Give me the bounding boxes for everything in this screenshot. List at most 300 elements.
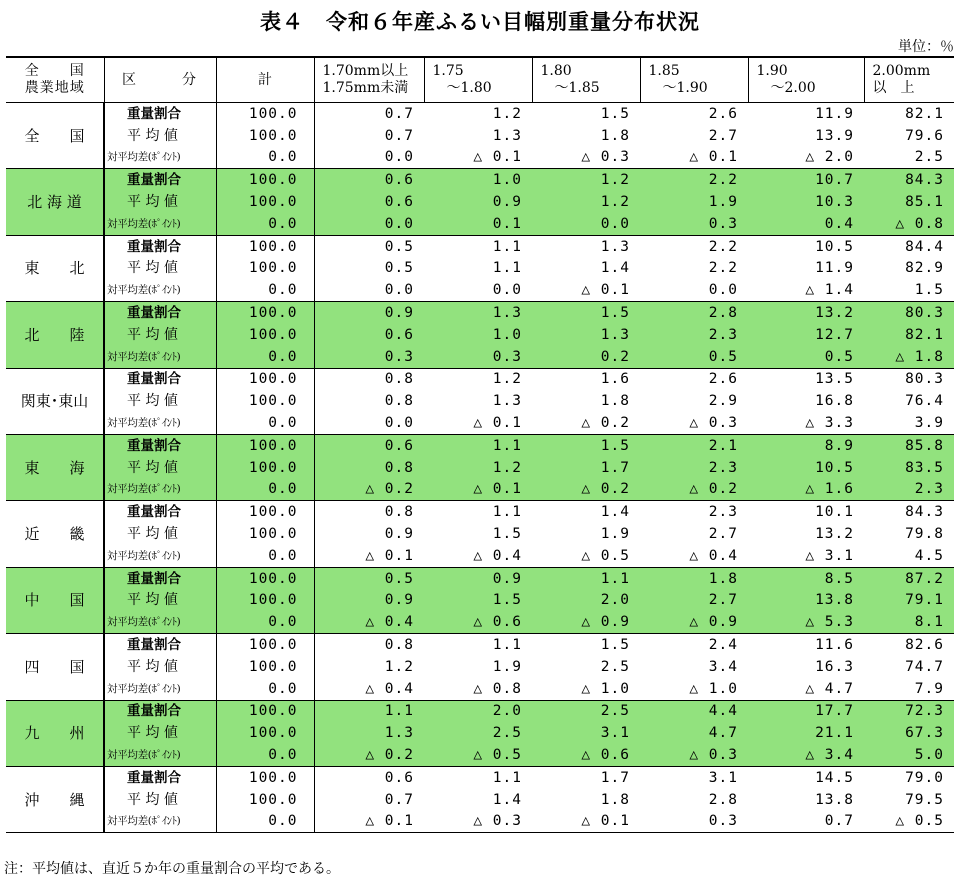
table-cell: △ 1.4: [805, 282, 854, 299]
table-cell: 1.0: [424, 324, 532, 346]
table-cell: 100.0: [216, 656, 314, 678]
table-cell: △ 1.0: [581, 680, 630, 697]
table-cell: △ 0.4: [689, 547, 738, 564]
table-row: [6, 103, 954, 125]
table-cell: 1.1: [492, 637, 522, 654]
table-cell: △ 0.1: [424, 479, 532, 501]
table-cell: 0.4: [748, 213, 864, 235]
table-cell: 82.9: [905, 260, 944, 277]
table-cell: 2.0: [532, 590, 640, 612]
table-cell: 1.5: [532, 302, 640, 324]
table-cell: 1.7: [532, 457, 640, 479]
unit-label: 単位：％: [898, 39, 954, 55]
table-cell: 1.1: [532, 567, 640, 589]
table-cell: 0.6: [314, 169, 424, 191]
header-col-1: [314, 57, 424, 103]
row-label: 重量割合: [104, 634, 216, 656]
table-cell: 1.5: [532, 434, 640, 456]
table-cell: 1.9: [600, 526, 630, 543]
row-label: 重量割合: [104, 700, 216, 722]
table-row: [6, 169, 954, 191]
row-label: 重量割合: [104, 368, 216, 390]
table-cell: 0.1: [424, 213, 532, 235]
table-cell: 1.8: [600, 791, 630, 808]
table-cell: 1.3: [532, 324, 640, 346]
header-col-2-line1: 1.75: [432, 63, 464, 79]
table-cell: △ 0.3: [640, 744, 748, 766]
row-label: 重量割合: [104, 103, 216, 125]
table-cell: 0.3: [640, 213, 748, 235]
table-cell: △ 0.6: [424, 611, 532, 633]
region-group: [6, 368, 954, 434]
table-cell: 0.3: [424, 346, 532, 368]
region-name: 北 陸: [6, 302, 104, 368]
table-cell: 4.7: [640, 722, 748, 744]
table-cell: 79.8: [905, 526, 944, 543]
table-cell: 1.5: [424, 590, 532, 612]
row-label: 対平均差(ﾎﾟｲﾝﾄ): [104, 811, 216, 833]
table-cell: 2.8: [708, 791, 738, 808]
region-name: 九 州: [6, 700, 104, 766]
row-label: 平 均 値: [104, 324, 216, 346]
header-col-5-line2: ～2.00: [756, 80, 816, 96]
table-cell: 0.0: [384, 149, 414, 166]
table-row: [6, 678, 954, 700]
table-cell: 14.5: [815, 769, 854, 786]
table-cell: 84.3: [864, 169, 954, 191]
table-cell: 2.1: [640, 434, 748, 456]
table-cell: 0.0: [216, 678, 314, 700]
table-cell: 0.7: [824, 813, 854, 830]
table-row: [6, 656, 954, 678]
table-cell: 87.2: [864, 567, 954, 589]
table-row: [6, 567, 954, 589]
table-cell: △ 2.0: [805, 149, 854, 166]
table-cell: △ 0.2: [314, 744, 424, 766]
table-cell: △ 0.1: [689, 149, 738, 166]
table-cell: △ 1.6: [748, 479, 864, 501]
table-cell: 1.8: [600, 127, 630, 144]
table-cell: 10.5: [815, 238, 854, 255]
table-cell: 100.0: [216, 169, 314, 191]
table-cell: 0.0: [216, 279, 314, 301]
table-cell: △ 0.3: [473, 813, 522, 830]
table-cell: 1.1: [314, 700, 424, 722]
table-cell: △ 1.8: [864, 346, 954, 368]
row-label: 対平均差(ﾎﾟｲﾝﾄ): [104, 213, 216, 235]
table-row: [6, 611, 954, 633]
table-cell: 1.5: [914, 282, 944, 299]
header-region-line2: 農業地域: [24, 80, 85, 96]
table-cell: 0.0: [314, 213, 424, 235]
row-label: 対平均差(ﾎﾟｲﾝﾄ): [104, 346, 216, 368]
table-row: [6, 346, 954, 368]
table-cell: 100.0: [216, 766, 314, 788]
table-cell: 1.0: [424, 169, 532, 191]
row-label: 平 均 値: [104, 258, 216, 280]
row-label: 重量割合: [104, 501, 216, 523]
header-col-6-line2: 以 上: [872, 80, 915, 96]
table-cell: 0.0: [216, 147, 314, 169]
table-cell: 100.0: [216, 457, 314, 479]
table-cell: 80.3: [864, 302, 954, 324]
table-cell: 100.0: [216, 501, 314, 523]
table-cell: 82.1: [864, 324, 954, 346]
table-cell: 0.9: [314, 590, 424, 612]
table-cell: △ 0.9: [640, 611, 748, 633]
table-row: [6, 412, 954, 434]
table-cell: 5.0: [864, 744, 954, 766]
table-cell: 1.8: [600, 393, 630, 410]
header-col-6: [864, 57, 954, 103]
table-cell: 16.8: [815, 393, 854, 410]
table-cell: 10.3: [748, 191, 864, 213]
region-group: [6, 434, 954, 500]
table-cell: △ 0.5: [895, 813, 944, 830]
table-cell: 0.0: [216, 346, 314, 368]
table-row: [6, 235, 954, 257]
header-col-4-line1: 1.85: [648, 63, 680, 79]
header-col-1-line2: 1.75mm未満: [322, 80, 409, 96]
region-name: 東 北: [6, 235, 104, 301]
table-cell: 1.2: [424, 457, 532, 479]
table-row: [6, 523, 954, 545]
table-cell: △ 0.4: [314, 611, 424, 633]
table-row: [6, 634, 954, 656]
table-cell: 100.0: [216, 590, 314, 612]
table-row: [6, 744, 954, 766]
row-label: 平 均 値: [104, 457, 216, 479]
table-cell: 2.2: [708, 238, 738, 255]
table-cell: 0.5: [640, 346, 748, 368]
row-label: 対平均差(ﾎﾟｲﾝﾄ): [104, 678, 216, 700]
table-cell: △ 0.2: [314, 479, 424, 501]
table-cell: 100.0: [216, 103, 314, 125]
table-cell: 2.5: [424, 722, 532, 744]
table-row: [6, 368, 954, 390]
table-cell: △ 0.2: [532, 479, 640, 501]
table-cell: 13.5: [815, 371, 854, 388]
table-cell: 84.4: [905, 238, 944, 255]
table-cell: 3.4: [708, 658, 738, 675]
table-cell: 2.9: [708, 393, 738, 410]
table-cell: 7.9: [914, 680, 944, 697]
header-kubun: 区 分: [104, 57, 216, 103]
table-row: [6, 501, 954, 523]
table-cell: 0.0: [216, 811, 314, 833]
row-label: 平 均 値: [104, 722, 216, 744]
table-cell: 1.1: [492, 238, 522, 255]
region-group: [6, 103, 954, 169]
row-label: 対平均差(ﾎﾟｲﾝﾄ): [104, 147, 216, 169]
table-cell: 2.3: [640, 457, 748, 479]
table-cell: 79.6: [905, 127, 944, 144]
table-cell: 10.7: [748, 169, 864, 191]
table-cell: 10.1: [815, 504, 854, 521]
table-cell: △ 0.3: [689, 415, 738, 432]
table-cell: 100.0: [216, 634, 314, 656]
table-cell: 1.4: [600, 260, 630, 277]
table-cell: 0.5: [384, 238, 414, 255]
table-cell: 13.8: [748, 590, 864, 612]
table-cell: △ 0.4: [365, 680, 414, 697]
header-region-line1: 全 国: [24, 63, 85, 79]
row-label: 重量割合: [104, 766, 216, 788]
table-cell: 0.0: [216, 744, 314, 766]
header-total: 計: [216, 57, 314, 103]
table-row: [6, 324, 954, 346]
table-cell: 100.0: [216, 368, 314, 390]
table-cell: 8.1: [864, 611, 954, 633]
table-cell: △ 0.8: [473, 680, 522, 697]
table-cell: △ 1.0: [689, 680, 738, 697]
row-label: 重量割合: [104, 434, 216, 456]
table-row: [6, 258, 954, 280]
table-title: 表４ 令和６年産ふるい目幅別重量分布状況: [260, 10, 700, 34]
table-cell: 1.3: [492, 393, 522, 410]
table-cell: 8.5: [748, 567, 864, 589]
region-group: [6, 501, 954, 567]
table-cell: 1.1: [424, 434, 532, 456]
table-cell: 0.0: [216, 213, 314, 235]
region-group: [6, 169, 954, 235]
table-cell: △ 0.1: [581, 813, 630, 830]
table-row: [6, 766, 954, 788]
table-cell: 1.2: [532, 191, 640, 213]
table-cell: 0.0: [216, 611, 314, 633]
table-cell: 1.3: [600, 238, 630, 255]
table-cell: △ 5.3: [748, 611, 864, 633]
row-label: 重量割合: [104, 567, 216, 589]
region-name: 中 国: [6, 567, 104, 633]
region-group: [6, 766, 954, 832]
table-cell: △ 0.1: [581, 282, 630, 299]
table-cell: 84.3: [905, 504, 944, 521]
header-col-1-line1: 1.70mm以上: [322, 63, 409, 79]
table-cell: 1.5: [492, 526, 522, 543]
table-cell: 0.3: [708, 813, 738, 830]
table-cell: 1.9: [640, 191, 748, 213]
table-cell: 100.0: [216, 258, 314, 280]
table-cell: 0.8: [384, 504, 414, 521]
table-cell: △ 0.2: [581, 415, 630, 432]
table-header: [6, 57, 954, 103]
table-row: [6, 191, 954, 213]
region-name: 北 海 道: [6, 169, 104, 235]
table-cell: 1.1: [492, 769, 522, 786]
table-cell: 1.3: [424, 302, 532, 324]
table-cell: 1.6: [600, 371, 630, 388]
table-cell: 0.8: [384, 637, 414, 654]
table-cell: △ 0.1: [365, 813, 414, 830]
table-cell: 4.4: [640, 700, 748, 722]
row-label: 対平均差(ﾎﾟｲﾝﾄ): [104, 545, 216, 567]
header-col-3-line1: 1.80: [540, 63, 572, 79]
table-row: [6, 700, 954, 722]
table-cell: 1.5: [600, 637, 630, 654]
table-cell: 1.2: [384, 658, 414, 675]
table-cell: 1.2: [532, 169, 640, 191]
table-cell: 2.7: [708, 526, 738, 543]
row-label: 平 均 値: [104, 789, 216, 811]
table-cell: 2.5: [600, 658, 630, 675]
table-cell: △ 0.3: [581, 149, 630, 166]
table-row: [6, 147, 954, 169]
table-row: [6, 213, 954, 235]
row-label: 平 均 値: [104, 390, 216, 412]
row-label: 重量割合: [104, 169, 216, 191]
table-cell: 13.9: [815, 127, 854, 144]
table-cell: 2.2: [640, 169, 748, 191]
table-cell: 11.6: [815, 637, 854, 654]
table-cell: 1.9: [492, 658, 522, 675]
table-cell: 1.1: [492, 260, 522, 277]
table-cell: 2.8: [640, 302, 748, 324]
table-cell: △ 0.1: [473, 149, 522, 166]
table-row: [6, 279, 954, 301]
table-cell: 0.0: [708, 282, 738, 299]
row-label: 重量割合: [104, 235, 216, 257]
table-cell: 0.7: [384, 127, 414, 144]
footnote: 注：平均値は、直近５か年の重量割合の平均である。: [4, 861, 340, 877]
region-group: [6, 567, 954, 633]
table-cell: 0.0: [216, 545, 314, 567]
header-col-4: [640, 57, 748, 103]
table-cell: 0.0: [216, 479, 314, 501]
table-cell: 0.3: [314, 346, 424, 368]
row-label: 重量割合: [104, 302, 216, 324]
table-cell: 4.5: [914, 547, 944, 564]
table-cell: 3.1: [532, 722, 640, 744]
table-cell: 100.0: [216, 390, 314, 412]
table-cell: △ 4.7: [805, 680, 854, 697]
table-cell: 3.1: [708, 769, 738, 786]
row-label: 対平均差(ﾎﾟｲﾝﾄ): [104, 611, 216, 633]
table-cell: 100.0: [216, 191, 314, 213]
table-cell: 82.6: [905, 637, 944, 654]
table-cell: 2.5: [914, 149, 944, 166]
region-name: 東 海: [6, 434, 104, 500]
table-cell: 2.3: [708, 504, 738, 521]
table-cell: 0.6: [314, 191, 424, 213]
table-cell: 0.9: [384, 526, 414, 543]
header-col-5-line1: 1.90: [756, 63, 788, 79]
table-cell: 2.7: [640, 590, 748, 612]
table-cell: 0.0: [216, 412, 314, 434]
table-cell: 1.4: [492, 791, 522, 808]
table-cell: 1.3: [492, 127, 522, 144]
table-cell: △ 3.4: [748, 744, 864, 766]
table-cell: 100.0: [216, 722, 314, 744]
table-cell: 11.9: [815, 260, 854, 277]
header-col-5: [748, 57, 864, 103]
table-cell: 76.4: [905, 393, 944, 410]
row-label: 平 均 値: [104, 590, 216, 612]
table-cell: 13.2: [815, 526, 854, 543]
table-cell: △ 0.5: [581, 547, 630, 564]
table-cell: 17.7: [748, 700, 864, 722]
table-cell: 0.9: [424, 191, 532, 213]
region-group: [6, 700, 954, 766]
table-cell: 82.1: [905, 105, 944, 122]
table-row: [6, 434, 954, 456]
table-cell: △ 0.1: [365, 547, 414, 564]
table-row: [6, 545, 954, 567]
table-cell: △ 0.4: [473, 547, 522, 564]
table-row: [6, 789, 954, 811]
table-cell: 67.3: [864, 722, 954, 744]
region-group: [6, 235, 954, 301]
table-cell: 2.3: [864, 479, 954, 501]
row-label: 平 均 値: [104, 523, 216, 545]
row-label: 対平均差(ﾎﾟｲﾝﾄ): [104, 279, 216, 301]
region-name: 関東･東山: [6, 368, 104, 434]
table-cell: 85.1: [864, 191, 954, 213]
row-label: 対平均差(ﾎﾟｲﾝﾄ): [104, 479, 216, 501]
table-cell: 2.0: [424, 700, 532, 722]
table-cell: 16.3: [815, 658, 854, 675]
table-cell: 1.3: [314, 722, 424, 744]
table-cell: 79.0: [905, 769, 944, 786]
table-cell: 79.5: [905, 791, 944, 808]
table-cell: 2.6: [708, 371, 738, 388]
table-cell: 12.7: [748, 324, 864, 346]
table-row: [6, 590, 954, 612]
table-row: [6, 302, 954, 324]
table-cell: 100.0: [216, 789, 314, 811]
table-cell: 0.5: [748, 346, 864, 368]
region-name: 近 畿: [6, 501, 104, 567]
region-group: [6, 302, 954, 368]
row-label: 対平均差(ﾎﾟｲﾝﾄ): [104, 744, 216, 766]
table-cell: 1.2: [492, 371, 522, 388]
table-cell: 0.8: [384, 371, 414, 388]
table-cell: 10.5: [748, 457, 864, 479]
table-cell: △ 0.2: [640, 479, 748, 501]
table-cell: 8.9: [748, 434, 864, 456]
table-cell: 0.7: [384, 105, 414, 122]
table-cell: 0.0: [384, 282, 414, 299]
table-cell: 72.3: [864, 700, 954, 722]
table-row: [6, 457, 954, 479]
table-cell: 1.1: [492, 504, 522, 521]
header-col-2-line2: ～1.80: [432, 80, 492, 96]
table-cell: 0.6: [314, 324, 424, 346]
table-cell: △ 0.6: [532, 744, 640, 766]
table-cell: △ 3.1: [805, 547, 854, 564]
table-row: [6, 811, 954, 833]
table-cell: 85.8: [864, 434, 954, 456]
table-cell: 2.7: [708, 127, 738, 144]
table-cell: 0.6: [384, 769, 414, 786]
table-cell: △ 0.8: [864, 213, 954, 235]
row-label: 対平均差(ﾎﾟｲﾝﾄ): [104, 412, 216, 434]
row-label: 平 均 値: [104, 191, 216, 213]
table-cell: 0.8: [384, 393, 414, 410]
table-cell: 2.5: [532, 700, 640, 722]
table-cell: 74.7: [905, 658, 944, 675]
header-col-3-line2: ～1.85: [540, 80, 600, 96]
table-cell: 100.0: [216, 302, 314, 324]
table-cell: 1.8: [640, 567, 748, 589]
table-row: [6, 722, 954, 744]
table-cell: 100.0: [216, 567, 314, 589]
table-cell: 2.6: [708, 105, 738, 122]
header-col-2: [424, 57, 532, 103]
table-cell: 13.8: [815, 791, 854, 808]
table-cell: 0.0: [492, 282, 522, 299]
table-cell: 0.8: [314, 457, 424, 479]
